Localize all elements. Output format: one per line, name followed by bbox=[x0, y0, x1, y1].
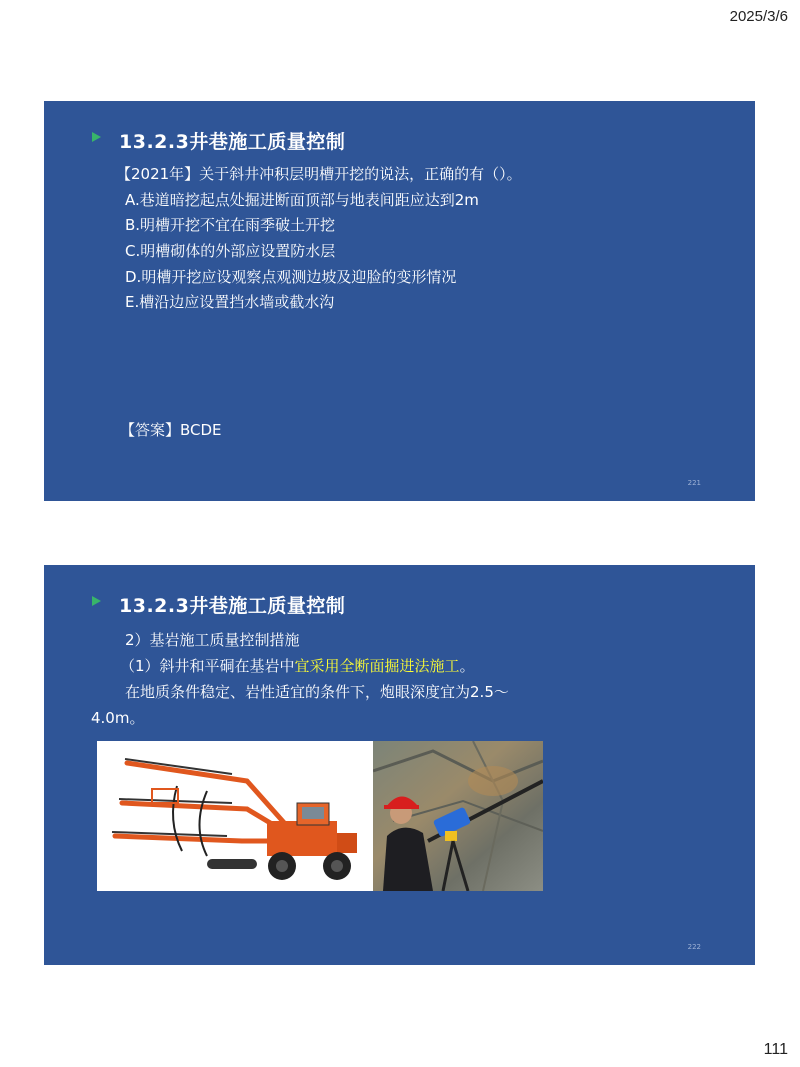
point-1-highlight: 宜采用全断面掘进法施工 bbox=[294, 657, 460, 675]
page-number: 111 bbox=[763, 1041, 788, 1058]
arrow-bullet-icon bbox=[92, 596, 101, 606]
answer-text: 【答案】BCDE bbox=[120, 421, 222, 439]
point-1-suffix: 。 bbox=[459, 657, 475, 675]
point-2-line-1: 在地质条件稳定、岩性适宜的条件下，炮眼深度宜为2.5～ bbox=[125, 683, 509, 701]
slide-222 bbox=[44, 565, 755, 965]
drilling-jumbo-photo bbox=[97, 741, 373, 891]
slide-221 bbox=[44, 101, 755, 501]
question-text: 【2021年】关于斜井冲积层明槽开挖的说法，正确的有（）。 bbox=[116, 165, 522, 183]
option-e: E.槽沿边应设置挡水墙或截水沟 bbox=[125, 293, 335, 311]
option-a: A.巷道暗挖起点处掘进断面顶部与地表间距应达到2m bbox=[125, 191, 479, 209]
point-1 bbox=[120, 655, 475, 676]
slide-title-text: 13.2.3井巷施工质量控制 bbox=[119, 595, 346, 617]
option-c: C.明槽砌体的外部应设置防水层 bbox=[125, 242, 336, 260]
slide-title-text: 13.2.3井巷施工质量控制 bbox=[119, 131, 346, 153]
subheading: 2）基岩施工质量控制措施 bbox=[125, 631, 300, 649]
arrow-bullet-icon bbox=[92, 132, 101, 142]
option-b: B.明槽开挖不宜在雨季破土开挖 bbox=[125, 216, 336, 234]
point-1-prefix: （1）斜井和平硐在基岩中 bbox=[120, 657, 295, 675]
slide-number: 222 bbox=[687, 943, 701, 951]
option-d: D.明槽开挖应设观察点观测边坡及迎脸的变形情况 bbox=[125, 268, 457, 286]
worker-rock-drill-photo bbox=[373, 741, 543, 891]
slide-number: 221 bbox=[687, 479, 701, 487]
page-date: 2025/3/6 bbox=[729, 8, 788, 25]
point-2-line-2: 4.0m。 bbox=[91, 709, 145, 727]
